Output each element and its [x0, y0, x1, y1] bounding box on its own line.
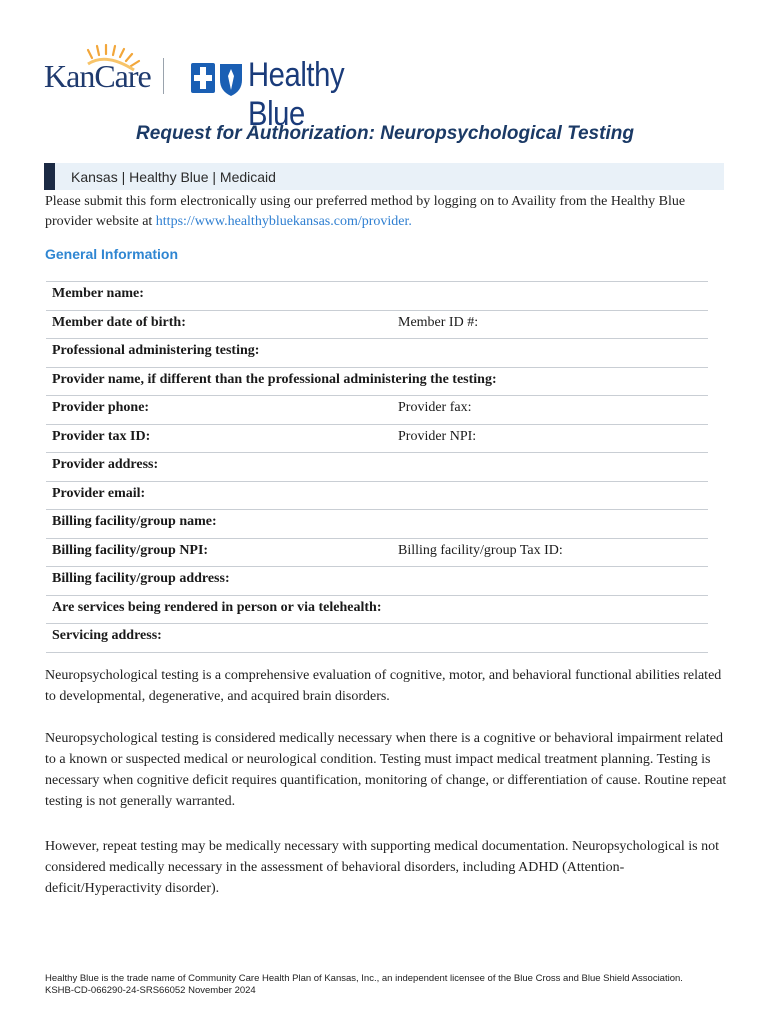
form-row: [46, 281, 708, 310]
footer-note: [45, 973, 745, 997]
field-label-secondary: Billing facility/group Tax ID:: [398, 542, 563, 558]
form-row: [46, 395, 708, 424]
logo-divider: [163, 58, 164, 94]
field-label: Provider tax ID:: [52, 428, 151, 444]
footer-document-code: KSHB-CD-066290-24-SRS66052 November 2024: [45, 985, 256, 996]
form-row: [46, 566, 708, 595]
description-paragraph: Neuropsychological testing is a comprehensive evaluation of cognitive, motor, and behavioral functional abilities related to developmental, degenerative, and acquired brain disorders.: [45, 668, 722, 704]
field-label: Billing facility/group NPI:: [52, 542, 209, 558]
form-row: [46, 424, 708, 453]
field-label: Billing facility/group address:: [52, 571, 230, 586]
field-label: Provider email:: [52, 485, 146, 501]
form-row: [46, 538, 708, 567]
field-label: Member name:: [52, 286, 144, 301]
field-label: Billing facility/group name:: [52, 514, 217, 529]
general-information-form: [46, 281, 708, 653]
field-label: Provider address:: [52, 457, 159, 472]
intro-text: [45, 192, 725, 232]
section-heading-general-information: General Information: [45, 246, 179, 262]
field-label-secondary: Provider fax:: [398, 400, 472, 415]
field-label: Provider name, if different than the professional administering the testing:: [52, 371, 497, 387]
form-row: [46, 310, 708, 339]
kancare-logo-text: KanCare: [44, 58, 151, 94]
field-label: Servicing address:: [52, 628, 162, 643]
blue-cross-icon: [191, 63, 215, 93]
form-row: [46, 623, 708, 653]
footer-trade-name: Healthy Blue is the trade name of Community Care Health Plan of Kansas, Inc., an independent licensee of the Blue Cross and Blue Shield Association.: [45, 973, 683, 984]
field-label: Professional administering testing:: [52, 343, 260, 358]
kancare-logo: [44, 44, 156, 94]
form-row: [46, 595, 708, 624]
plan-banner-accent: [44, 163, 55, 190]
field-label: Are services being rendered in person or via telehealth:: [52, 599, 382, 615]
provider-website-link[interactable]: https://www.healthybluekansas.com/provider.: [155, 214, 412, 229]
plan-banner-text: Kansas | Healthy Blue | Medicaid: [71, 169, 276, 185]
field-label: Member date of birth:: [52, 314, 186, 330]
form-title: Request for Authorization: Neuropsychological Testing: [136, 123, 634, 144]
intro-sentence: Please submit this form electronically using our preferred method by logging on to Availity from the Healthy Blue provider website at: [45, 194, 686, 229]
healthy-blue-logo-text: Healthy Blue: [248, 56, 345, 133]
field-label: Provider phone:: [52, 400, 150, 415]
form-row: [46, 367, 708, 396]
form-row: [46, 481, 708, 510]
field-label-secondary: Provider NPI:: [398, 428, 477, 444]
field-label-secondary: Member ID #:: [398, 314, 479, 330]
blue-shield-icon: [220, 64, 242, 96]
repeat-testing-paragraph: However, repeat testing may be medically necessary with supporting medical documentation. Neuropsychological is not considered medically necessary in the assessment of behavioral disorders, including ADHD (Attention-deficit/Hyperactivity disorder).: [45, 839, 719, 896]
healthy-blue-logo: [190, 56, 420, 133]
medical-necessity-paragraph: Neuropsychological testing is considered medically necessary when there is a cognitive or behavioral impairment related to a known or suspected medical or neurological condition. Testing must impact medical treatment planning. Testing is necessary when cognitive deficit requires quantification, monitoring of change, or differentiation of cause. Routine repeat testing is not generally warranted.: [45, 731, 727, 809]
form-row: [46, 509, 708, 538]
form-row: [46, 338, 708, 367]
form-row: [46, 452, 708, 481]
